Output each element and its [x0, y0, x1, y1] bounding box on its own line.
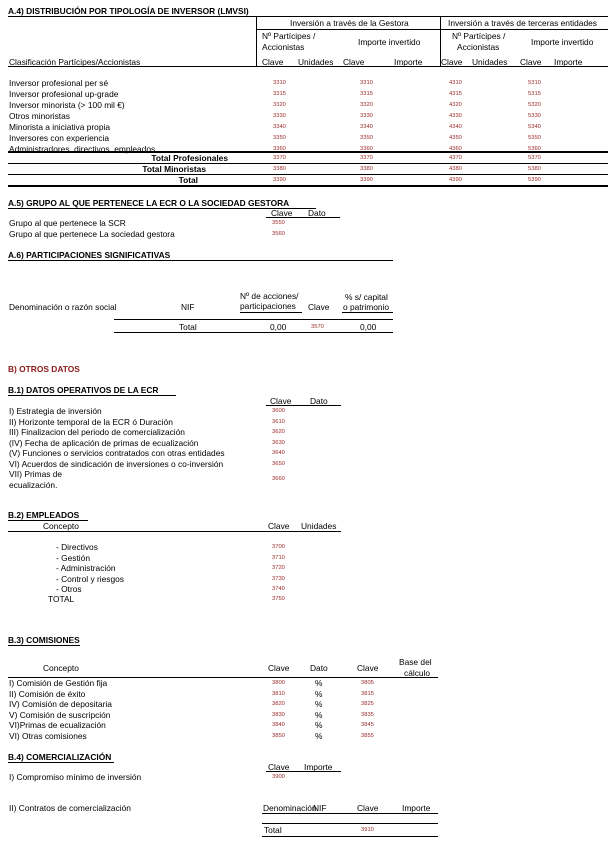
b3-row-code: 3850 [272, 733, 285, 739]
b4-col-importe: Importe [304, 762, 333, 772]
b1-row-primas-2: ecualización. [9, 480, 58, 490]
b1-col-dato: Dato [310, 396, 328, 406]
b3-col-base-1: Base del [399, 657, 432, 667]
b4-col-clave-2: Clave [357, 803, 379, 813]
col-unidades-header: Unidades [298, 57, 334, 67]
b3-row-label: VI)Primas de ecualización [9, 720, 106, 731]
col-importe-header: Importe [394, 57, 423, 67]
b3-row-percent: % [315, 678, 323, 688]
b3-row-code-base: 3835 [361, 711, 374, 718]
b2-col-unidades: Unidades [301, 521, 337, 531]
a4-total-code-importe-terceras: 5390 [528, 177, 541, 183]
a4-row-code-importe: 3310 [360, 80, 373, 86]
a4-total-code-gestora: 3380 [273, 166, 286, 172]
b3-row-percent: % [315, 709, 323, 720]
col-clave-header-2: Clave [343, 57, 365, 67]
b1-row-code: 3600 [272, 408, 285, 414]
a4-row-code-gestora: 3360 [273, 146, 286, 152]
a4-row-code-terceras: 4315 [449, 91, 462, 97]
section-a4-title: A.4) DISTRIBUCIÓN POR TIPOLOGÍA DE INVERSOR (LMVSI) [8, 6, 249, 16]
b2-row-code: 3740 [272, 586, 285, 593]
b4-total-code: 3910 [361, 827, 374, 833]
b4-col-clave: Clave [268, 762, 290, 772]
a4-total-code-importe-terceras: 5370 [528, 155, 541, 161]
importe-subheader: Importe invertido [358, 37, 421, 47]
a4-row-code-gestora: 3350 [273, 135, 286, 141]
b3-row-code-base: 3815 [361, 690, 374, 697]
b3-row-code-base: 3805 [361, 680, 374, 686]
b3-row-code-base: 3845 [361, 722, 374, 729]
col-clasificacion-header: Clasificación Partícipes/Accionistas [9, 57, 141, 67]
b4-row-contratos: II) Contratos de comercialización [9, 803, 131, 813]
a4-row-code-importe-terceras: 5360 [528, 146, 541, 152]
a6-total-label: Total [179, 322, 197, 332]
b3-row-code-base: 3855 [361, 733, 374, 739]
b1-code-primas: 3660 [272, 476, 285, 482]
a6-col-acciones-2: participaciones [240, 301, 296, 311]
importe-subheader-2: Importe invertido [531, 37, 594, 47]
b1-row-code: 3620 [272, 429, 285, 436]
a5-row-scr: Grupo al que pertenece la SCR [9, 218, 126, 228]
a4-row-code-gestora: 3315 [273, 91, 286, 97]
a4-total-label: Total [178, 175, 198, 185]
section-b3-title: B.3) COMISIONES [8, 635, 80, 645]
a6-total-code: 3570 [311, 324, 324, 330]
b2-total-label: TOTAL [48, 594, 75, 604]
a5-row-gestora: Grupo al que pertenece La sociedad gestora [9, 229, 175, 239]
a4-total-code-importe: 3370 [360, 155, 373, 161]
accionistas-subheader-2: Accionistas [457, 42, 500, 52]
col-unidades-header-2: Unidades [472, 57, 508, 67]
b3-row-percent: % [315, 720, 323, 731]
b1-row-label: I) Estrategia de inversión [9, 406, 102, 416]
b2-col-concepto: Concepto [43, 521, 79, 531]
b3-row-code: 3810 [272, 690, 285, 697]
b2-row-code: 3700 [272, 544, 285, 550]
a6-total-acciones: 0,00 [270, 322, 287, 332]
a6-total-capital: 0,00 [360, 322, 377, 332]
a4-row-code-importe-terceras: 5330 [528, 113, 541, 119]
a5-code-scr: 3550 [272, 220, 285, 226]
a4-row-label: Otros minoristas [9, 111, 70, 121]
col-clave-header-3: Clave [441, 57, 463, 67]
a4-total-code-importe-terceras: 5380 [528, 166, 541, 172]
a4-total-code-gestora: 3370 [273, 155, 286, 161]
b1-row-label: VI) Acuerdos de sindicación de inversiones o co-inversión [9, 459, 224, 469]
b3-col-clave-2: Clave [357, 663, 379, 673]
b2-row-label: - Directivos [56, 542, 98, 552]
section-b2-title: B.2) EMPLEADOS [8, 510, 80, 520]
accionistas-subheader: Accionistas [262, 42, 305, 52]
participes-subheader: Nº Partícipes / [262, 31, 316, 41]
b2-row-code: 3720 [272, 565, 285, 572]
b3-row-percent: % [315, 688, 323, 699]
a4-row-code-terceras: 4350 [449, 135, 462, 141]
b2-row-code: 3710 [272, 554, 285, 561]
b3-row-code: 3800 [272, 680, 285, 686]
a4-row-label: Inversor profesional up-grade [9, 89, 119, 99]
a4-row-code-importe-terceras: 5310 [528, 80, 541, 86]
b3-row-code: 3840 [272, 722, 285, 729]
b1-row-primas-1: VII) Primas de [9, 469, 63, 479]
a4-row-code-gestora: 3310 [273, 80, 286, 86]
b3-row-label: IV) Comisión de depositaria [9, 699, 112, 710]
a6-col-denominacion: Denominación o razón social [9, 302, 117, 312]
a4-total-code-importe: 3390 [360, 177, 373, 183]
participes-subheader-2: Nº Partícipes / [452, 31, 506, 41]
a4-row-code-importe-terceras: 5350 [528, 135, 541, 141]
a5-col-clave: Clave [271, 208, 293, 218]
a4-row-label: Inversores con experiencia [9, 133, 110, 143]
b3-row-code: 3830 [272, 711, 285, 718]
section-b1-title: B.1) DATOS OPERATIVOS DE LA ECR [8, 385, 159, 395]
a4-total-code-gestora: 3390 [273, 177, 286, 183]
b2-row-code: 3730 [272, 575, 285, 582]
b2-row-label: - Administración [56, 563, 116, 574]
b2-total-code: 3750 [272, 596, 285, 602]
a4-row-code-gestora: 3340 [273, 124, 286, 130]
a5-col-dato: Dato [308, 208, 326, 218]
b3-row-percent: % [315, 731, 323, 741]
b4-code-compromiso: 3900 [272, 774, 285, 780]
b1-row-code: 3630 [272, 439, 285, 446]
b3-col-dato: Dato [310, 663, 328, 673]
b3-row-label: II) Comisión de éxito [9, 688, 86, 699]
a4-row-code-terceras: 4340 [449, 124, 462, 130]
a4-row-label: Minorista a iniciativa propia [9, 122, 111, 132]
a4-row-code-terceras: 4320 [449, 102, 462, 108]
a4-row-code-importe: 3360 [360, 146, 373, 152]
b3-row-code-base: 3825 [361, 701, 374, 708]
b3-row-label: V) Comisión de suscripción [9, 709, 111, 720]
a4-total-code-terceras: 4370 [449, 155, 462, 161]
b2-row-label: - Control y riesgos [56, 573, 124, 584]
a4-row-code-gestora: 3330 [273, 113, 286, 119]
a4-row-label: Inversor profesional per sé [9, 78, 109, 88]
a4-row-code-importe: 3320 [360, 102, 373, 108]
a6-col-capital-2: o patrimonio [343, 302, 390, 312]
b1-row-code: 3610 [272, 418, 285, 425]
b3-col-clave: Clave [268, 663, 290, 673]
section-a6-title: A.6) PARTICIPACIONES SIGNIFICATIVAS [8, 250, 171, 260]
a4-row-code-terceras: 4310 [449, 80, 462, 86]
section-b4-title: B.4) COMERCIALIZACIÓN [8, 752, 112, 762]
a5-code-gestora: 3560 [272, 231, 285, 237]
a4-row-code-importe-terceras: 5340 [528, 124, 541, 130]
b4-col-denominacion: Denominación [263, 803, 317, 813]
b3-col-concepto: Concepto [43, 663, 79, 673]
b3-row-percent: % [315, 699, 323, 710]
group-gestora-header: Inversión a través de la Gestora [290, 18, 409, 28]
b1-col-clave: Clave [270, 396, 292, 406]
b1-row-label: III) Finalizacion del periodo de comercialización [9, 427, 185, 438]
section-b-title: B) OTROS DATOS [8, 364, 80, 374]
a6-col-nif: NIF [181, 302, 195, 312]
b3-row-label: I) Comisión de Gestión fija [9, 678, 108, 688]
b3-col-base-2: cálculo [404, 668, 431, 678]
a6-col-acciones-1: Nº de acciones/ [240, 291, 299, 301]
section-a5-title: A.5) GRUPO AL QUE PERTENECE LA ECR O LA SOCIEDAD GESTORA [8, 198, 290, 208]
a4-row-code-terceras: 4330 [449, 113, 462, 119]
b3-row-label: VI) Otras comisiones [9, 731, 87, 741]
b4-row-compromiso: I) Compromiso mínimo de inversión [9, 772, 142, 782]
b1-row-label: (IV) Fecha de aplicación de primas de ecualización [9, 437, 199, 448]
a4-row-code-importe-terceras: 5315 [528, 91, 541, 97]
a4-row-code-importe: 3350 [360, 135, 373, 141]
a4-total-label: Total Minoristas [142, 164, 206, 174]
a6-col-capital-1: % s/ capital [345, 292, 388, 302]
b4-total-label: Total [264, 825, 282, 835]
a4-total-label: Total Profesionales [151, 153, 228, 163]
b1-row-code: 3650 [272, 461, 285, 467]
b2-row-label: - Otros [56, 584, 82, 595]
b1-row-label: II) Horizonte temporal de la ECR ó Duración [9, 416, 173, 427]
b3-row-code: 3820 [272, 701, 285, 708]
a4-row-code-terceras: 4360 [449, 146, 462, 152]
a4-row-code-importe: 3330 [360, 113, 373, 119]
a4-row-code-importe: 3315 [360, 91, 373, 97]
a4-row-code-importe-terceras: 5320 [528, 102, 541, 108]
col-importe-header-2: Importe [554, 57, 583, 67]
a4-row-code-importe: 3340 [360, 124, 373, 130]
b2-col-clave: Clave [268, 521, 290, 531]
col-clave-header: Clave [262, 57, 284, 67]
a4-row-label: Administradores, directivos, empleados [9, 144, 156, 154]
b2-row-label: - Gestión [56, 552, 90, 563]
a4-total-code-terceras: 4380 [449, 166, 462, 172]
a4-row-code-gestora: 3320 [273, 102, 286, 108]
a4-row-label: Inversor minorista (> 100 mil €) [9, 100, 125, 110]
a4-total-code-terceras: 4390 [449, 177, 462, 183]
b1-row-label: (V) Funciones o servicios contratados con otras entidades [9, 448, 225, 459]
group-terceras-header: Inversión a través de terceras entidades [448, 18, 597, 28]
a6-col-clave: Clave [308, 302, 330, 312]
b4-col-nif: NIF [313, 803, 327, 813]
b4-col-importe-2: Importe [402, 803, 431, 813]
col-clave-header-4: Clave [520, 57, 542, 67]
b1-row-code: 3640 [272, 450, 285, 457]
a4-total-code-importe: 3380 [360, 166, 373, 172]
